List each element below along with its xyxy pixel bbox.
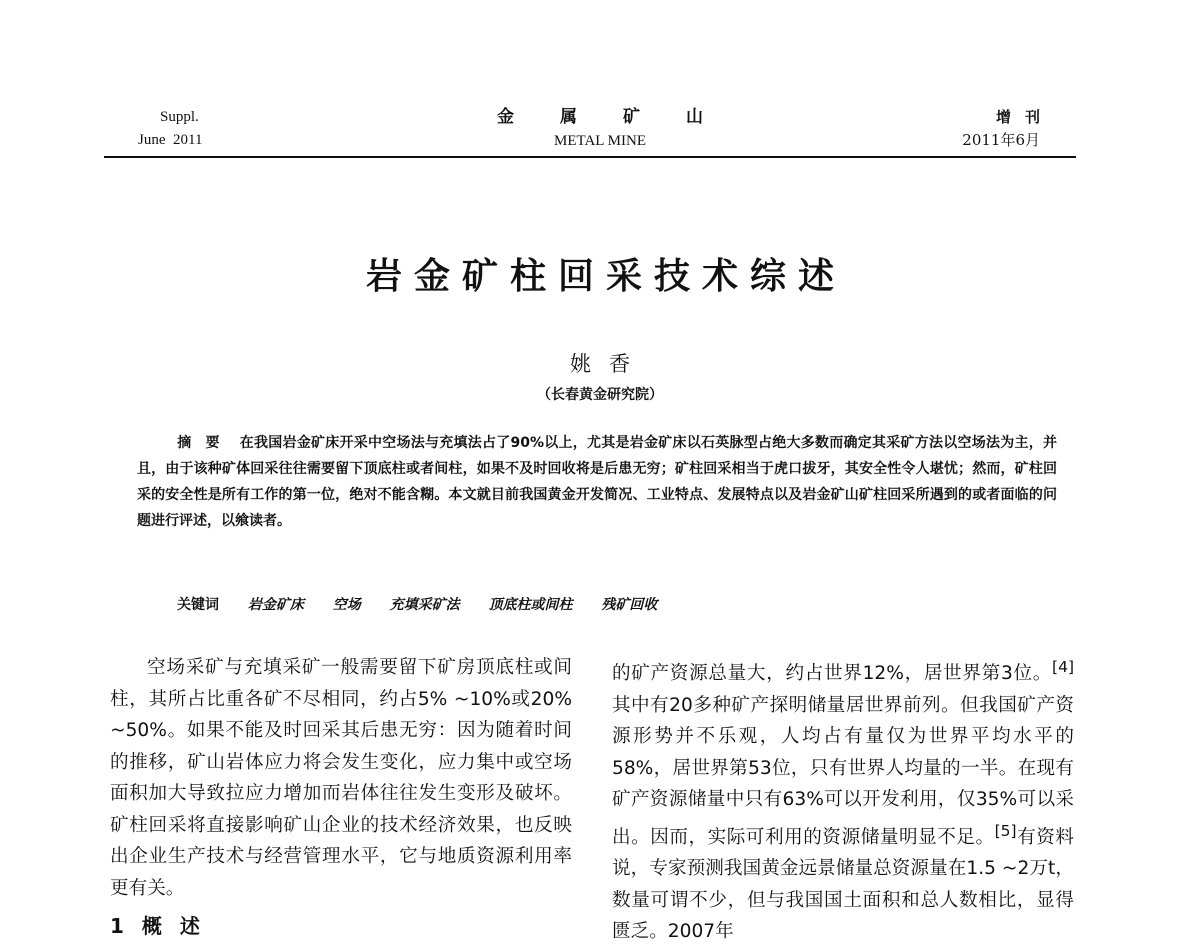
header-issue-info-cn: [962, 106, 1054, 152]
article-affiliation: （长春黄金研究院）: [537, 387, 663, 403]
keyword-item: 顶底柱或间柱: [488, 597, 573, 613]
header-date-cn: 2011年6月: [962, 131, 1040, 149]
section-title: 概述: [141, 914, 218, 938]
section-heading: [110, 910, 218, 939]
article-author: 姚香: [570, 352, 648, 376]
abstract-text: 在我国岩金矿床开采中空场法与充填法占了90%以上，尤其是岩金矿床以石英脉型占绝大多数而确定其采矿方法以空场法为主，并且，由于该种矿体回采往往需要留下顶底柱或者间柱，如果不及时回收将是后患无穷；矿柱回采相当于虎口拔牙，其安全性令人堪忧；然而，矿柱回采的安全性是所有工作的第一位，绝对不能含糊。本文就目前我国黄金开发简况、工业特点、发展特点以及岩金矿山矿柱回采所遇到的或者面临的问题进行评述，以飨读者。: [137, 435, 1057, 529]
header-date-en: June 2011: [138, 132, 203, 148]
header-rule: [104, 156, 1076, 158]
header-suppl: Suppl.: [160, 109, 199, 125]
keyword-item: 残矿回收: [601, 597, 658, 613]
body-column-left: [110, 652, 572, 904]
keywords-label: 关键词: [177, 597, 219, 613]
article-title: 岩金矿柱回采技术综述: [365, 255, 846, 297]
body-text-part: 有资料说，专家预测我国黄金远景储量总资源量在1.5 ~2万t，数量可谓不少，但与我国国土面积和总人数相比，显得匮乏。2007年: [612, 826, 1074, 943]
header-journal-name: [430, 104, 770, 152]
abstract: [137, 430, 1057, 534]
keywords: [177, 594, 681, 614]
body-text-part: 的矿产资源总量大，约占世界12%，居世界第3位。: [612, 663, 1053, 685]
body-column-right: [612, 652, 1074, 948]
citation-ref: [5]: [994, 821, 1017, 840]
journal-name-cn: 金属矿山: [497, 107, 749, 127]
citation-ref: [4]: [1052, 658, 1074, 676]
header-issue-info: [138, 106, 202, 152]
keyword-item: 充填采矿法: [389, 597, 460, 613]
keyword-item: 岩金矿床: [247, 597, 304, 613]
keyword-item: 空场: [332, 597, 361, 613]
body-text-part: 其中有20多种矿产探明储量居世界前列。但我国矿产资源形势并不乐观，人均占有量仅为世界平均水平的58%，居世界第53位，只有世界人均量的一半。在现有矿产资源储量中只有63%可以开发利用，仅35%可以采出。因而，实际可利用的资源储量明显不足。: [612, 694, 1074, 848]
body-paragraph-continued: [612, 652, 1074, 948]
journal-name-en: METAL MINE: [554, 133, 646, 149]
section-number: 1: [110, 914, 124, 938]
body-paragraph: 空场采矿与充填采矿一般需要留下矿房顶底柱或间柱，其所占比重各矿不尽相同，约占5% ~10%或20% ~50%。如果不能及时回采其后患无穷：因为随着时间的推移，矿山岩体应力将会发生变化，应力集中或空场面积加大导致拉应力增加而岩体往往发生变形及破坏。矿柱回采将直接影响矿山企业的技术经济效果，也反映出企业生产技术与经营管理水平，它与地质资源利用率更有关。: [110, 657, 572, 899]
header-suppl-cn: 增刊: [995, 108, 1054, 126]
abstract-label: 摘要: [177, 435, 234, 451]
